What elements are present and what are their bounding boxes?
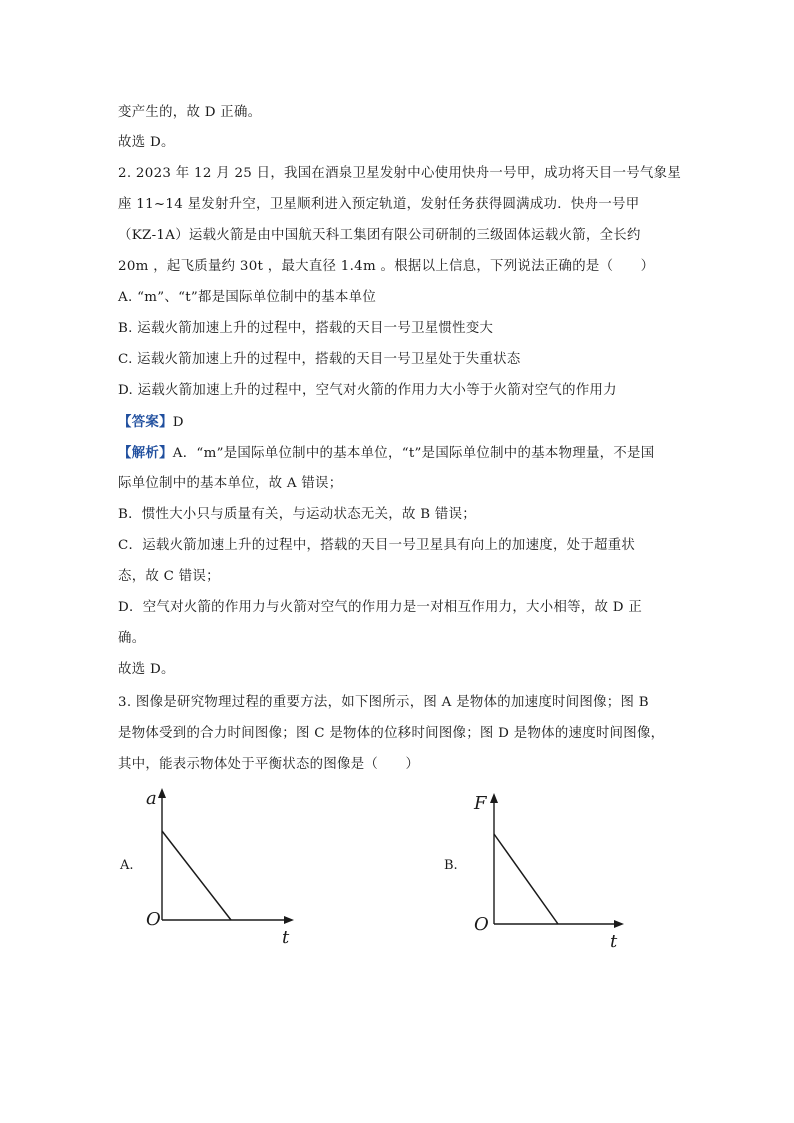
text-line: 故选 D。 — [118, 135, 175, 150]
analysis-line — [118, 443, 654, 464]
option-c: C. 运载火箭加速上升的过程中，搭载的天目一号卫星处于失重状态 — [118, 352, 521, 367]
question-2-stem: 2. 2023 年 12 月 25 日，我国在酒泉卫星发射中心使用快舟一号甲，成功将天目一号气象星 — [118, 166, 682, 181]
graph-a — [138, 785, 308, 950]
text-line: D．空气对火箭的作用力与火箭对空气的作用力是一对相互作用力，大小相等，故 D 正 — [118, 600, 643, 615]
text-line: 是物体受到的合力时间图像；图 C 是物体的位移时间图像；图 D 是物体的速度时间图像， — [118, 726, 665, 741]
text-line: 确。 — [118, 631, 146, 646]
graph-b-origin-label: O — [474, 914, 489, 935]
text-line: B．惯性大小只与质量有关，与运动状态无关，故 B 错误； — [118, 507, 476, 522]
text-line: 座 11~14 星发射升空，卫星顺利进入预定轨道，发射任务获得圆满成功．快舟一号甲 — [118, 197, 640, 212]
question-3-stem: 3. 图像是研究物理过程的重要方法，如下图所示，图 A 是物体的加速度时间图像；图 B — [118, 695, 649, 710]
text-line: 20m ，起飞质量约 30t ，最大直径 1.4m 。根据以上信息，下列说法正确的是（ ） — [118, 259, 655, 274]
option-b: B. 运载火箭加速上升的过程中，搭载的天目一号卫星惯性变大 — [118, 321, 494, 336]
graph-a-x-label: t — [282, 927, 290, 948]
graph-b-y-arrow — [490, 793, 498, 803]
answer-tag: 【答案】 — [118, 414, 173, 430]
analysis-tag: 【解析】 — [118, 445, 173, 461]
graph-a-y-arrow — [158, 788, 166, 798]
graph-b-y-label: F — [474, 793, 487, 814]
graph-b-line — [494, 834, 558, 924]
option-a: A. “m”、“t”都是国际单位制中的基本单位 — [118, 290, 377, 305]
graph-a-x-arrow — [284, 916, 294, 924]
text-line: 际单位制中的基本单位，故 A 错误； — [118, 476, 343, 491]
text-line: 故选 D。 — [118, 662, 175, 677]
text-line: 态，故 C 错误； — [118, 569, 220, 584]
answer-value: D — [172, 415, 184, 430]
text-line: （KZ-1A）运载火箭是由中国航天科工集团有限公司研制的三级固体运载火箭，全长约 — [118, 228, 641, 243]
graph-a-origin-label: O — [146, 909, 161, 930]
analysis-text: A．“m”是国际单位制中的基本单位，“t”是国际单位制中的基本物理量，不是国 — [172, 446, 655, 461]
graph-a-option-label: A. — [120, 858, 134, 873]
graph-b — [470, 790, 640, 955]
graph-b-option-label: B. — [444, 858, 458, 873]
graph-b-x-arrow — [614, 920, 624, 928]
answer-line — [118, 412, 184, 433]
option-d: D. 运载火箭加速上升的过程中，空气对火箭的作用力大小等于火箭对空气的作用力 — [118, 383, 617, 398]
text-line: 变产生的，故 D 正确。 — [118, 105, 262, 120]
text-line: C．运载火箭加速上升的过程中，搭载的天目一号卫星具有向上的加速度，处于超重状 — [118, 538, 636, 553]
graph-a-y-label: a — [146, 788, 157, 809]
graph-a-line — [162, 831, 231, 920]
graph-b-x-label: t — [610, 931, 618, 952]
text-line: 其中，能表示物体处于平衡状态的图像是（ ） — [118, 757, 420, 772]
